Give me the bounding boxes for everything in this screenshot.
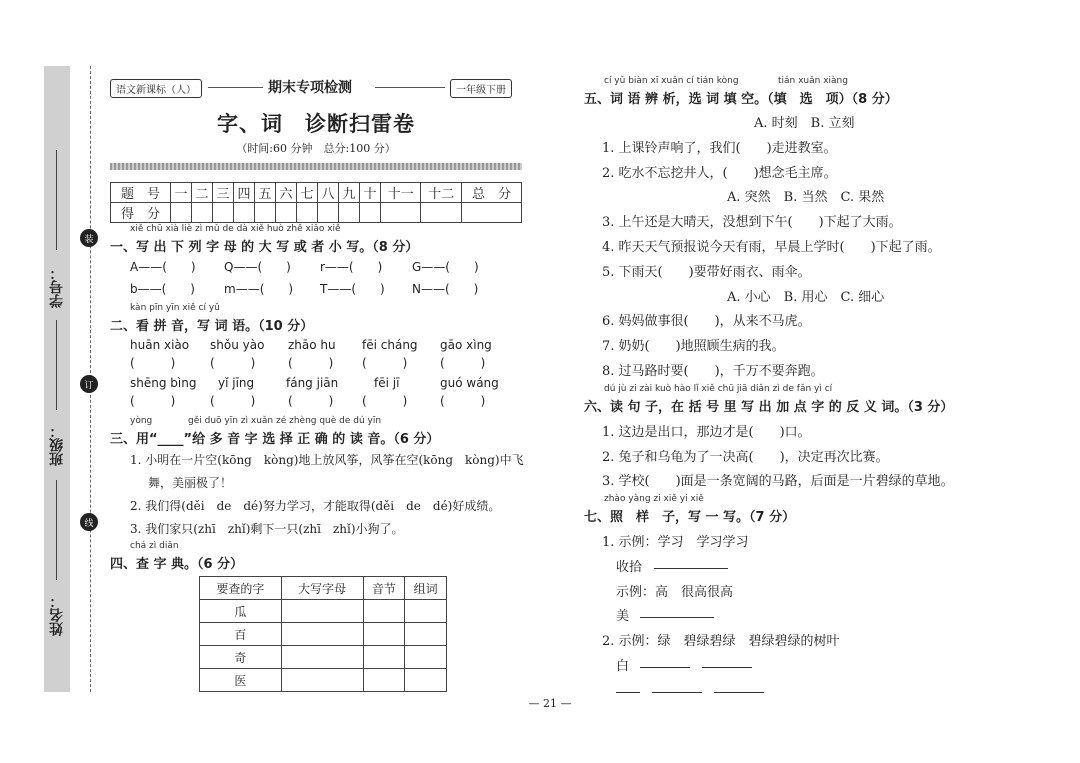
pinyin-word: gāo xìng (440, 338, 492, 352)
pinyin-word: huān xiào (130, 338, 190, 352)
dict-header-cell: 要查的字 (200, 577, 282, 600)
answer-bracket[interactable]: ( ) (130, 394, 176, 408)
question-text: 1. 这边是出口，那边才是( )口。 (602, 425, 811, 440)
divider (208, 87, 263, 88)
dict-header-cell: 组词 (405, 577, 447, 600)
pinyin-word: guó wáng (440, 376, 499, 390)
answer-line[interactable] (616, 692, 640, 693)
score-row-label: 得 分 (111, 203, 171, 223)
question-text: 3. 上午还是大晴天，没想到下午( )下起了大雨。 (602, 215, 902, 230)
dict-answer-cell[interactable] (363, 623, 405, 646)
question-text: 2. 我们得(děi de dé)努力学习，才能取得(děi de dé)好成绩。 (130, 499, 501, 513)
dict-answer-cell[interactable] (405, 669, 447, 692)
score-header-cell: 十 (359, 183, 380, 203)
name-line (56, 480, 57, 580)
dict-header-cell: 大写字母 (281, 577, 363, 600)
question-text: 1. 小明在一片空(kōng kòng)地上放风筝，风筝在空(kōng kòng)中飞 (130, 453, 524, 467)
section-4-heading: 四、查 字 典。（6 分） (110, 557, 244, 572)
task-word: 美 (616, 609, 630, 624)
section-1-heading: 一、写 出 下 列 字 母 的 大 写 或 者 小 写。（8 分） (110, 240, 419, 255)
exam-subtitle: （时间:60 分钟 总分:100 分） (236, 142, 396, 155)
score-header-cell: 十一 (380, 183, 420, 203)
dict-answer-cell[interactable] (405, 600, 447, 623)
pinyin-word: fēi jī (374, 376, 400, 390)
dict-answer-cell[interactable] (281, 669, 363, 692)
score-header-cell: 三 (212, 183, 233, 203)
letter-item[interactable]: b——( ) (130, 282, 195, 296)
answer-line[interactable] (714, 692, 764, 693)
section-3-pinyin: yòng (130, 416, 153, 426)
binding-hole: 线 (80, 513, 98, 531)
answer-line[interactable] (702, 667, 752, 668)
score-cell[interactable] (359, 203, 380, 223)
score-cell[interactable] (254, 203, 275, 223)
letter-item[interactable]: N——( ) (412, 282, 479, 296)
example-text: 示例：高 很高很高 (616, 585, 734, 600)
letter-item[interactable]: m——( ) (224, 282, 294, 296)
question-text: 3. 我们家只(zhī zhǐ)剩下一只(zhī zhǐ)小狗了。 (130, 522, 404, 536)
section-3-heading: 三、用“____”给 多 音 字 选 择 正 确 的 读 音。（6 分） (110, 432, 440, 447)
answer-bracket[interactable]: ( ) (362, 394, 408, 408)
section-7-heading: 七、照 样 子，写 一 写。（7 分） (584, 510, 796, 525)
answer-bracket[interactable]: ( ) (288, 356, 334, 370)
section-6-pinyin: dú jù zi zài kuò hào lǐ xiě chū jiā diǎn zì de fǎn yì cí (604, 384, 833, 394)
class-line (56, 320, 57, 410)
answer-bracket[interactable]: ( ) (440, 394, 486, 408)
dict-answer-cell[interactable] (281, 623, 363, 646)
answer-bracket[interactable]: ( ) (288, 394, 334, 408)
answer-bracket[interactable]: ( ) (210, 394, 256, 408)
question-text: 1. 上课铃声响了，我们( )走进教室。 (602, 141, 837, 156)
score-cell[interactable] (461, 203, 521, 223)
answer-bracket[interactable]: ( ) (210, 356, 256, 370)
example-text: 2. 示例：绿 碧绿碧绿 碧绿碧绿的树叶 (602, 634, 840, 649)
question-text: 舞，美丽极了！ (148, 476, 233, 490)
page-title: 字、词 诊断扫雷卷 (217, 112, 415, 136)
section-4-pinyin: chá zì diǎn (130, 541, 179, 551)
pinyin-word: yǐ jīng (218, 376, 255, 390)
score-cell[interactable] (380, 203, 420, 223)
dict-answer-cell[interactable] (363, 646, 405, 669)
answer-line[interactable] (640, 667, 690, 668)
score-header-cell: 二 (191, 183, 212, 203)
dictionary-table (199, 576, 447, 692)
dict-answer-cell[interactable] (363, 600, 405, 623)
options-line: A. 突然 B. 当然 C. 果然 (727, 190, 885, 205)
section-5-pinyin: tián xuǎn xiàng (778, 76, 848, 86)
score-table (110, 182, 522, 223)
grade-tag: 一年级下册 (450, 79, 512, 98)
task-word: 收拾 (616, 560, 643, 575)
dict-answer-cell[interactable] (281, 600, 363, 623)
score-cell[interactable] (191, 203, 212, 223)
score-header-cell: 五 (254, 183, 275, 203)
question-text: 2. 兔子和乌龟为了一决高( )，决定再次比赛。 (602, 450, 889, 465)
options-line: A. 小心 B. 用心 C. 细心 (727, 290, 885, 305)
score-cell[interactable] (338, 203, 359, 223)
class-label: 班级： (49, 424, 65, 466)
dict-answer-cell[interactable] (405, 623, 447, 646)
student-no-line (56, 150, 57, 250)
score-header-cell: 题 号 (111, 183, 171, 203)
score-header-cell: 十二 (421, 183, 461, 203)
section-7-pinyin: zhào yàng zi xiě yi xiě (604, 494, 704, 504)
answer-bracket[interactable]: ( ) (440, 356, 486, 370)
letter-item[interactable]: Q——( ) (224, 260, 291, 274)
score-cell[interactable] (212, 203, 233, 223)
score-header-cell: 四 (233, 183, 254, 203)
score-cell[interactable] (317, 203, 338, 223)
score-header-cell: 八 (317, 183, 338, 203)
exam-banner: 期末专项检测 (268, 80, 352, 96)
section-5-heading: 五、词 语 辨 析，选 词 填 空。（填 选 项）（8 分） (584, 92, 898, 107)
answer-line[interactable] (640, 617, 714, 618)
dict-char-cell: 瓜 (200, 600, 282, 623)
question-text: 2. 吃水不忘挖井人，( )想念毛主席。 (602, 166, 837, 181)
answer-line[interactable] (654, 568, 728, 569)
dict-char-cell: 百 (200, 623, 282, 646)
score-header-cell: 七 (296, 183, 317, 203)
section-2-pinyin: kàn pīn yīn xiě cí yǔ (130, 303, 220, 313)
score-cell[interactable] (296, 203, 317, 223)
section-3-pinyin: gěi duō yīn zì xuǎn zé zhèng què de dú yīn (188, 416, 382, 426)
divider (375, 87, 445, 88)
letter-item[interactable]: A——( ) (130, 260, 196, 274)
pinyin-word: fēi cháng (362, 338, 418, 352)
example-text: 1. 示例：学习 学习学习 (602, 535, 749, 550)
dict-answer-cell[interactable] (405, 646, 447, 669)
answer-bracket[interactable]: ( ) (362, 356, 408, 370)
dict-answer-cell[interactable] (363, 669, 405, 692)
question-text: 3. 学校( )面是一条宽阔的马路，后面是一片碧绿的草地。 (602, 474, 954, 489)
letter-item[interactable]: T——( ) (320, 282, 385, 296)
section-1-pinyin: xiě chū xià liè zì mǔ de dà xiě huò zhě xiǎo xiě (130, 224, 341, 234)
score-cell[interactable] (233, 203, 254, 223)
decorative-band (110, 163, 522, 170)
question-text: 4. 昨天天气预报说今天有雨，早晨上学时( )下起了雨。 (602, 240, 941, 255)
page-number: — 21 — (528, 697, 572, 710)
options-line: A. 时刻 B. 立刻 (754, 116, 855, 131)
name-label: 姓名： (49, 594, 65, 636)
pinyin-word: shēng bìng (130, 376, 197, 390)
edition-tag: 语文新课标（人） (110, 79, 202, 98)
dict-header-cell: 音节 (363, 577, 405, 600)
answer-bracket[interactable]: ( ) (130, 356, 176, 370)
letter-item[interactable]: G——( ) (412, 260, 479, 274)
score-cell[interactable] (421, 203, 461, 223)
dict-char-cell: 奇 (200, 646, 282, 669)
question-text: 7. 奶奶( )地照顾生病的我。 (602, 339, 785, 354)
letter-item[interactable]: r——( ) (320, 260, 383, 274)
score-cell[interactable] (275, 203, 296, 223)
binding-hole: 订 (80, 375, 98, 393)
section-6-heading: 六、读 句 子，在 括 号 里 写 出 加 点 字 的 反 义 词。（3 分） (584, 400, 954, 415)
score-header-cell: 六 (275, 183, 296, 203)
dict-answer-cell[interactable] (281, 646, 363, 669)
score-header-cell: 总 分 (461, 183, 521, 203)
score-header-cell: 九 (338, 183, 359, 203)
question-text: 6. 妈妈做事很( )，从来不马虎。 (602, 314, 811, 329)
answer-line[interactable] (652, 692, 702, 693)
pinyin-word: shǒu yào (210, 338, 265, 352)
dict-char-cell: 医 (200, 669, 282, 692)
student-no-label: 学号： (49, 266, 65, 308)
score-header-cell: 一 (170, 183, 191, 203)
section-2-heading: 二、看 拼 音，写 词 语。（10 分） (110, 319, 314, 334)
question-text: 8. 过马路时要( )，千万不要奔跑。 (602, 364, 824, 379)
pinyin-word: zhāo hu (288, 338, 336, 352)
score-cell[interactable] (170, 203, 191, 223)
question-text: 5. 下雨天( )要带好雨衣、雨伞。 (602, 265, 811, 280)
task-word: 白 (616, 659, 630, 674)
binding-hole: 装 (80, 229, 98, 247)
pinyin-word: fáng jiān (286, 376, 339, 390)
section-5-pinyin: cí yǔ biàn xī xuǎn cí tián kòng (604, 76, 739, 86)
